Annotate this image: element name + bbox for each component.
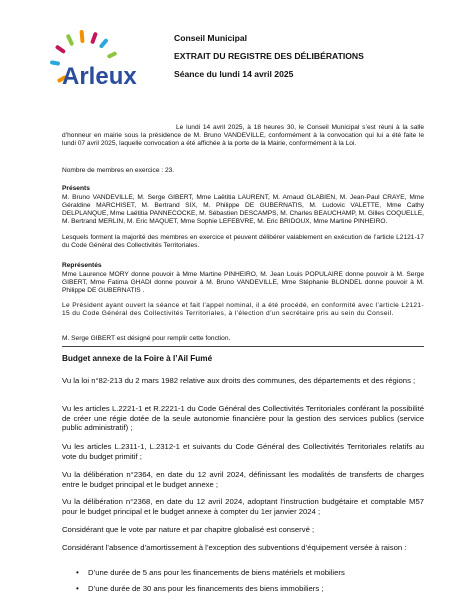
paragraph-vote-nature: Considérant que le vote par nature et par chapitre globalisé est conservé ;: [62, 525, 315, 534]
register-title: EXTRAIT DU REGISTRE DES DÉLIBÉRATIONS: [174, 51, 364, 61]
paragraph-deliberation-2364: Vu la délibération n°2364, en date du 12 avril 2024, définissant les modalités de transferts de charges entre le budget principal et le budget annexe ;: [62, 470, 424, 489]
session-date: Séance du lundi 14 avril 2025: [174, 69, 294, 79]
members-count: Nombre de membres en exercice : 23.: [62, 167, 175, 174]
secretary-designation: M. Serge GIBERT est désigné pour remplir cette fonction.: [62, 335, 231, 342]
paragraph-amortissement: Considérant l’absence d’amortissement à l’exception des subventions d’équipement versée à raison :: [62, 543, 407, 552]
paragraph-cgct-regie: Vu les articles L.2221-1 et R.2221-1 du Code Général des Collectivités Territoriales conférant la possibilité de créer une régie dotée de la seule autonomie financière pour la gestion des services publics (service public administratif) ;: [62, 404, 424, 432]
intro-paragraph: Le lundi 14 avril 2025, à 18 heures 30, le Conseil Municipal s’est réuni à la salle d’honneur en mairie sous la présidence de M. Bruno VANDEVILLE, conformément à la convocation qui lui a été faite le lundi 07 avril 2025, laquelle convocation a été affichée à la porte de la Mairie, conformément à la Loi.: [62, 124, 424, 148]
bullet-item: • D’une durée de 5 ans pour les financements de biens matériels et mobiliers: [76, 568, 345, 577]
representes-list: Mme Laurence MORY donne pouvoir à Mme Martine PINHEIRO, M. Jean Louis POPULAIRE donne pouvoir à M. Serge GIBERT, Mme Fatima GHADI donne pouvoir à M. Bruno VANDEVILLE, Mme Stéphanie BLONDEL donne pouvoir à M. Philippe DE GUBERNATIS .: [62, 271, 424, 295]
paragraph-loi: Vu la loi n°82-213 du 2 mars 1982 relative aux droits des communes, des départements et des régions ;: [62, 376, 416, 385]
arleux-logo: [50, 30, 162, 98]
document-header: [174, 32, 424, 86]
section-divider: [62, 346, 424, 347]
representes-label: Représentés: [62, 262, 102, 269]
paragraph-deliberation-2368: Vu la délibération n°2368, en date du 12 avril 2024, adoptant l’instruction budgétaire et comptable M57 pour le budget principal et le budget annexe à compter du 1er janvier 2024 ;: [62, 497, 424, 516]
presents-label: Présents: [62, 185, 90, 192]
council-title: Conseil Municipal: [174, 33, 248, 43]
bullet-dot-icon: •: [76, 584, 79, 593]
quorum-legal-text: Lesquels forment la majorité des membres en exercice et peuvent délibérer valablement en exécution de l’article L2121-17 du Code Général des Collectivités Territoriales.: [62, 234, 424, 250]
presents-list: M. Bruno VANDEVILLE, M. Serge GIBERT, Mme Laëtitia LAURENT, M. Arnaud GLABIEN, M. Jean-Paul CRAYE, Mme Géraldine MARCHISET, M. Bertrand SIX, M. Philippe DE GUBERNATIS, M. Ludovic VALETTE, Mme Cathy DELPLANQUE, Mme Laëtitia PANNECOCKE, M. Sébastien DESCAMPS, M. Charles BEAUCHAMP, M. Gilles COQUELLE, M. Bertrand MERLIN, M. Eric MAQUET, Mme Sophie LEFEBVRE, M. Eric BRIDOUX, Mme Martine PINHEIRO.: [62, 194, 424, 226]
deliberation-title: Budget annexe de la Foire à l’Ail Fumé: [62, 354, 213, 363]
secretary-election-text: Le Président ayant ouvert la séance et fait l’appel nominal, il a été procédé, en conformité avec l’article L2121-15 du Code Général des Collectivités Territoriales, à l’élection d’un secrétaire pris au sein du Conseil.: [62, 302, 424, 318]
paragraph-cgct-budget: Vu les articles L.2311-1, L.2312-1 et suivants du Code Général des Collectivités Territoriales relatifs au vote du budget primitif ;: [62, 442, 424, 461]
bullet-dot-icon: •: [76, 568, 79, 577]
bullet-item: • D’une durée de 30 ans pour les financements des biens immobiliers ;: [76, 584, 324, 593]
logo-text: Arleux: [62, 63, 137, 90]
